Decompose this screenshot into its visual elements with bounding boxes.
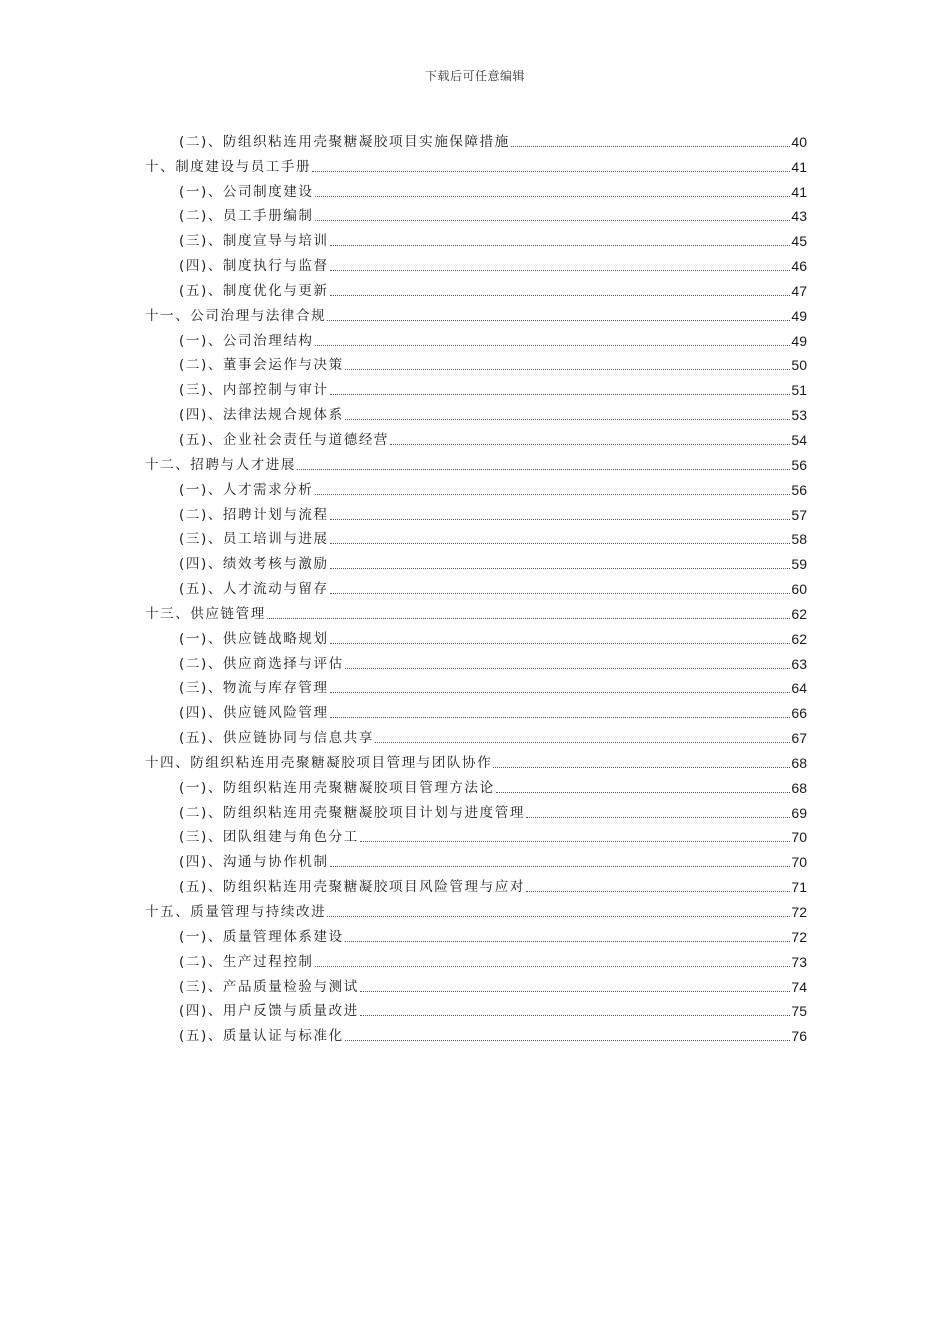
toc-dot-leader (330, 270, 791, 271)
toc-entry[interactable] (145, 225, 807, 250)
toc-entry-title: (二)、供应商选择与评估 (179, 655, 344, 672)
toc-dot-leader (360, 841, 791, 842)
toc-entry-title: (一)、人才需求分析 (179, 481, 314, 498)
toc-dot-leader (345, 419, 791, 420)
toc-entry-title: 十一、公司治理与法律合规 (145, 307, 327, 324)
toc-page-number: 59 (791, 556, 807, 573)
toc-entry[interactable] (145, 697, 807, 722)
toc-entry[interactable] (145, 946, 807, 971)
toc-page-number: 45 (791, 233, 807, 250)
toc-page-number: 49 (791, 332, 807, 349)
toc-page-number: 66 (791, 705, 807, 722)
toc-page-number: 47 (791, 282, 807, 299)
toc-entry-title: (四)、用户反馈与质量改进 (179, 1003, 359, 1020)
toc-entry[interactable] (145, 623, 807, 648)
toc-dot-leader (345, 941, 791, 942)
toc-entry[interactable] (145, 275, 807, 300)
toc-dot-leader (330, 295, 791, 296)
toc-dot-leader (345, 1040, 791, 1041)
toc-dot-leader (315, 220, 791, 221)
toc-page-number: 56 (791, 456, 807, 473)
toc-entry[interactable] (145, 871, 807, 896)
toc-dot-leader (375, 742, 790, 743)
toc-page-number: 62 (791, 630, 807, 647)
toc-entry-title: (一)、质量管理体系建设 (179, 928, 344, 945)
toc-entry-title: (二)、员工手册编制 (179, 208, 314, 225)
toc-dot-leader (330, 717, 791, 718)
toc-entry[interactable] (145, 797, 807, 822)
toc-page-number: 76 (791, 1028, 807, 1045)
toc-page-number: 71 (791, 879, 807, 896)
table-of-contents (145, 126, 807, 1045)
toc-entry-title: (五)、供应链协同与信息共享 (179, 730, 374, 747)
toc-entry-title: (三)、制度宣导与培训 (179, 233, 329, 250)
toc-page-number: 68 (791, 779, 807, 796)
toc-entry[interactable] (145, 374, 807, 399)
toc-entry-title: (三)、产品质量检验与测试 (179, 978, 359, 995)
toc-dot-leader (330, 568, 791, 569)
toc-dot-leader (390, 444, 790, 445)
toc-dot-leader (315, 196, 791, 197)
toc-entry[interactable] (145, 971, 807, 996)
toc-entry[interactable] (145, 996, 807, 1021)
toc-page-number: 74 (791, 978, 807, 995)
toc-dot-leader (267, 618, 791, 619)
toc-dot-leader (511, 146, 791, 147)
toc-page-number: 68 (791, 754, 807, 771)
toc-dot-leader (330, 543, 791, 544)
toc-dot-leader (327, 320, 790, 321)
toc-entry-title: (四)、供应链风险管理 (179, 705, 329, 722)
toc-entry-title: (五)、企业社会责任与道德经营 (179, 431, 390, 448)
toc-entry[interactable] (145, 424, 807, 449)
toc-page-number: 54 (791, 431, 807, 448)
toc-entry[interactable] (145, 648, 807, 673)
toc-entry[interactable] (145, 548, 807, 573)
toc-entry[interactable] (145, 846, 807, 871)
toc-entry[interactable] (145, 673, 807, 698)
toc-entry-title: (四)、绩效考核与激励 (179, 556, 329, 573)
toc-entry-title: (四)、沟通与协作机制 (179, 854, 329, 871)
toc-page-number: 43 (791, 208, 807, 225)
toc-page-number: 69 (791, 804, 807, 821)
toc-page-number: 70 (791, 829, 807, 846)
toc-entry[interactable] (145, 399, 807, 424)
toc-page-number: 72 (791, 904, 807, 920)
toc-entry-title: (三)、内部控制与审计 (179, 382, 329, 399)
toc-dot-leader (297, 469, 790, 470)
toc-entry-title: (四)、制度执行与监督 (179, 258, 329, 275)
toc-entry-title: (一)、防组织粘连用壳聚糖凝胶项目管理方法论 (179, 779, 495, 796)
toc-dot-leader (496, 792, 791, 793)
toc-dot-leader (526, 817, 790, 818)
toc-entry-title: (二)、生产过程控制 (179, 953, 314, 970)
toc-dot-leader (345, 668, 791, 669)
toc-entry-title: (三)、物流与库存管理 (179, 680, 329, 697)
toc-dot-leader (330, 593, 791, 594)
toc-page-number: 53 (791, 407, 807, 424)
toc-page-number: 40 (791, 133, 807, 150)
toc-entry-title: 十四、防组织粘连用壳聚糖凝胶项目管理与团队协作 (145, 754, 493, 771)
toc-page-number: 62 (791, 605, 807, 622)
toc-entry-title: (一)、公司制度建设 (179, 183, 314, 200)
toc-page-number: 73 (791, 953, 807, 970)
toc-page-number: 67 (791, 730, 807, 747)
toc-entry-title: (三)、员工培训与进展 (179, 531, 329, 548)
toc-page-number: 60 (791, 581, 807, 598)
toc-dot-leader (493, 767, 790, 768)
toc-page-number: 41 (791, 183, 807, 200)
toc-entry-title: (五)、防组织粘连用壳聚糖凝胶项目风险管理与应对 (179, 879, 525, 896)
toc-page-number: 51 (791, 382, 807, 399)
toc-page-number: 58 (791, 531, 807, 548)
toc-entry-title: (一)、公司治理结构 (179, 332, 314, 349)
toc-entry[interactable] (145, 201, 807, 226)
toc-page-number: 64 (791, 680, 807, 697)
toc-dot-leader (360, 991, 791, 992)
toc-dot-leader (330, 394, 791, 395)
toc-entry[interactable] (145, 921, 807, 946)
toc-entry[interactable] (145, 126, 807, 151)
toc-page-number: 50 (791, 357, 807, 374)
toc-entry-title: 十三、供应链管理 (145, 605, 266, 622)
toc-dot-leader (330, 643, 791, 644)
toc-entry-title: 十五、质量管理与持续改进 (145, 904, 327, 920)
toc-dot-leader (315, 966, 791, 967)
page-header: 下载后可任意编辑 (424, 69, 525, 83)
toc-entry-title: 十二、招聘与人才进展 (145, 456, 296, 473)
toc-dot-leader (315, 345, 791, 346)
toc-dot-leader (360, 1015, 791, 1016)
toc-dot-leader (312, 171, 790, 172)
toc-entry-title: (五)、制度优化与更新 (179, 282, 329, 299)
toc-entry[interactable] (145, 325, 807, 350)
toc-entry-title: (三)、团队组建与角色分工 (179, 829, 359, 846)
toc-dot-leader (526, 891, 790, 892)
toc-entry-title: (二)、防组织粘连用壳聚糖凝胶项目计划与进度管理 (179, 804, 525, 821)
toc-entry-title: (二)、招聘计划与流程 (179, 506, 329, 523)
toc-entry[interactable] (145, 474, 807, 499)
toc-entry-title: (五)、人才流动与留存 (179, 581, 329, 598)
toc-dot-leader (327, 916, 790, 917)
toc-dot-leader (330, 692, 791, 693)
toc-entry-title: (一)、供应链战略规划 (179, 630, 329, 647)
toc-entry[interactable] (145, 598, 807, 623)
toc-page-number: 72 (791, 928, 807, 945)
toc-entry[interactable] (145, 573, 807, 598)
toc-entry[interactable] (145, 300, 807, 325)
toc-entry[interactable] (145, 250, 807, 275)
toc-dot-leader (330, 519, 791, 520)
toc-entry-title: (二)、防组织粘连用壳聚糖凝胶项目实施保障措施 (179, 133, 510, 150)
toc-entry[interactable] (145, 499, 807, 524)
toc-page-number: 41 (791, 158, 807, 175)
toc-entry[interactable] (145, 722, 807, 747)
toc-entry[interactable] (145, 151, 807, 176)
toc-entry[interactable] (145, 896, 807, 921)
toc-entry-title: (五)、质量认证与标准化 (179, 1028, 344, 1045)
toc-entry[interactable] (145, 524, 807, 549)
toc-entry[interactable] (145, 350, 807, 375)
toc-entry-title: (二)、董事会运作与决策 (179, 357, 344, 374)
toc-entry[interactable] (145, 747, 807, 772)
toc-page-number: 57 (791, 506, 807, 523)
toc-page-number: 75 (791, 1003, 807, 1020)
toc-page-number: 46 (791, 258, 807, 275)
toc-page-number: 63 (791, 655, 807, 672)
toc-dot-leader (345, 369, 791, 370)
toc-dot-leader (330, 245, 791, 246)
toc-page-number: 49 (791, 307, 807, 324)
toc-entry-title: (四)、法律法规合规体系 (179, 407, 344, 424)
toc-page-number: 56 (791, 481, 807, 498)
toc-entry[interactable] (145, 822, 807, 847)
toc-page-number: 70 (791, 854, 807, 871)
toc-entry[interactable] (145, 1020, 807, 1045)
toc-dot-leader (315, 494, 791, 495)
toc-entry[interactable] (145, 449, 807, 474)
toc-entry[interactable] (145, 176, 807, 201)
toc-entry[interactable] (145, 772, 807, 797)
toc-entry-title: 十、制度建设与员工手册 (145, 158, 312, 175)
toc-dot-leader (330, 866, 791, 867)
